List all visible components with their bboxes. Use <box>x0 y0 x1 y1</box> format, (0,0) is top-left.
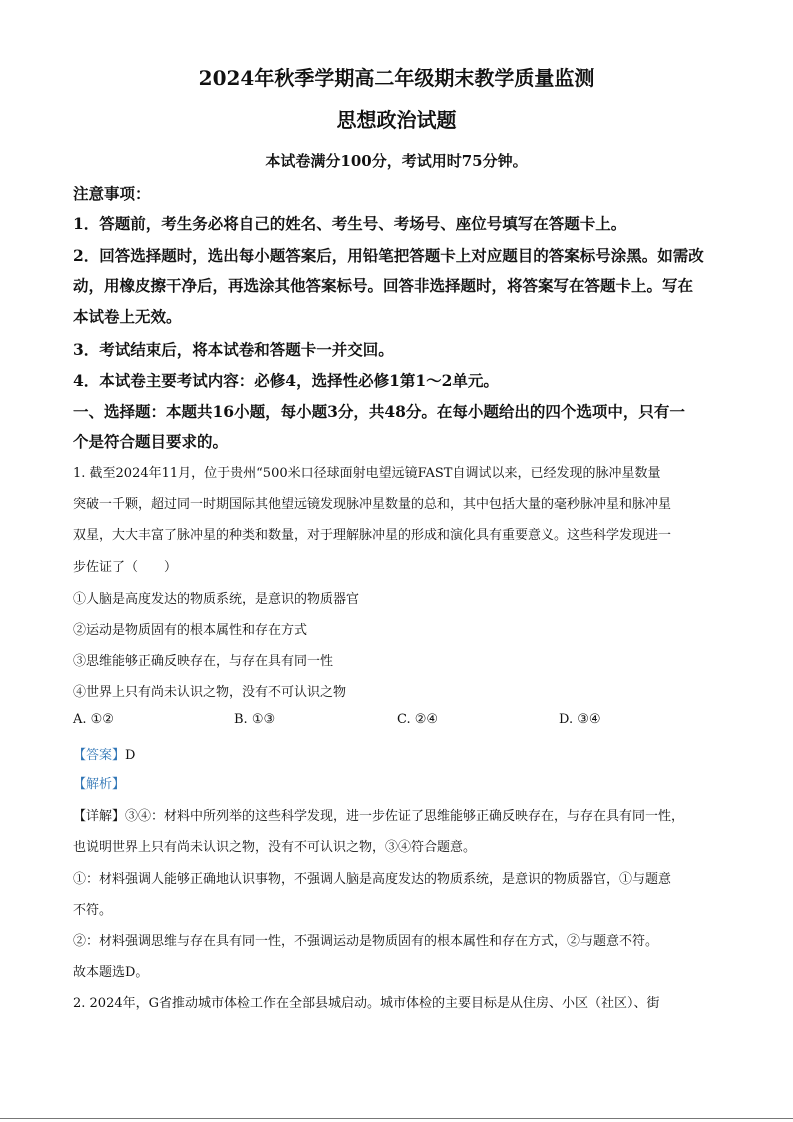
notes-heading: 注意事项： <box>73 184 151 203</box>
q1-statement-3: ③思维能够正确反映存在，与存在具有同一性 <box>73 654 334 669</box>
section1-heading-line2: 个是符合题目要求的。 <box>73 432 229 451</box>
score-info: 本试卷满分100分，考试用时75分钟。 <box>265 152 528 170</box>
q1-detail-line4: 不符。 <box>73 903 113 918</box>
q1-statement-2: ②运动是物质固有的根本属性和存在方式 <box>73 623 308 638</box>
note-line-3: 动，用橡皮擦干净后，再选涂其他答案标号。回答非选择题时，将答案写在答题卡上。写在 <box>73 276 694 295</box>
exam-title: 2024年秋季学期高二年级期末教学质量监测 <box>198 66 595 90</box>
section1-heading-line1: 一、选择题：本题共16小题，每小题3分，共48分。在每小题给出的四个选项中，只有一 <box>73 402 685 421</box>
subject-title: 思想政治试题 <box>336 108 457 132</box>
q1-stem-line2: 突破一千颗，超过同一时期国际其他望远镜发现脉冲星数量的总和，其中包括大量的毫秒脉冲星和脉冲星 <box>73 497 672 512</box>
q1-detail-line1 <box>73 805 684 824</box>
q2-stem-line1: 2. 2024年，G省推动城市体检工作在全部县城启动。城市体检的主要目标是从住房、小区（社区）、街 <box>73 996 660 1011</box>
note-line-5: 3．考试结束后，将本试卷和答题卡一并交回。 <box>73 340 394 359</box>
q1-option-d: D. ③④ <box>559 712 601 727</box>
q1-detail-line3: ①：材料强调人能够正确地认识事物，不强调人脑是高度发达的物质系统，是意识的物质器官，①与题意 <box>73 872 672 887</box>
q1-detail-line5: ②：材料强调思维与存在具有同一性，不强调运动是物质固有的根本属性和存在方式，②与题意不符。 <box>73 934 659 949</box>
note-line-4: 本试卷上无效。 <box>73 307 182 326</box>
detail-label: 【详解】 <box>73 809 126 824</box>
q1-detail-line6: 故本题选D。 <box>73 965 149 980</box>
note-line-1: 1．答题前，考生务必将自己的姓名、考生号、考场号、座位号填写在答题卡上。 <box>73 214 627 233</box>
answer-label: 【答案】 <box>73 748 126 763</box>
answer-value: D <box>125 748 136 763</box>
q1-answer <box>73 744 135 763</box>
q1-stem-line3: 双星，大大丰富了脉冲星的种类和数量，对于理解脉冲星的形成和演化具有重要意义。这些科学发现进一 <box>73 528 672 543</box>
detail-text-1: ③④：材料中所列举的这些科学发现，进一步佐证了思维能够正确反映存在，与存在具有同一性， <box>125 809 685 824</box>
q1-statement-4: ④世界上只有尚未认识之物，没有不可认识之物 <box>73 685 347 700</box>
q1-stem-line4: 步佐证了（ ） <box>73 560 178 575</box>
q1-analysis-label: 【解析】 <box>73 777 126 792</box>
note-line-6: 4．本试卷主要考试内容：必修4，选择性必修1第1～2单元。 <box>73 371 499 390</box>
q1-option-b: B. ①③ <box>234 712 276 727</box>
q1-detail-line2: 也说明世界上只有尚未认识之物，没有不可认识之物，③④符合题意。 <box>73 840 477 855</box>
q1-option-a: A. ①② <box>73 712 114 727</box>
note-line-2: 2．回答选择题时，选出每小题答案后，用铅笔把答题卡上对应题目的答案标号涂黑。如需改 <box>73 246 704 265</box>
q1-stem-line1: 1. 截至2024年11月，位于贵州“500米口径球面射电望远镜FAST自调试以来，已经发现的脉冲星数量 <box>73 466 661 481</box>
q1-statement-1: ①人脑是高度发达的物质系统，是意识的物质器官 <box>73 592 360 607</box>
q1-option-c: C. ②④ <box>397 712 439 727</box>
page-bottom-rule <box>0 1118 793 1119</box>
